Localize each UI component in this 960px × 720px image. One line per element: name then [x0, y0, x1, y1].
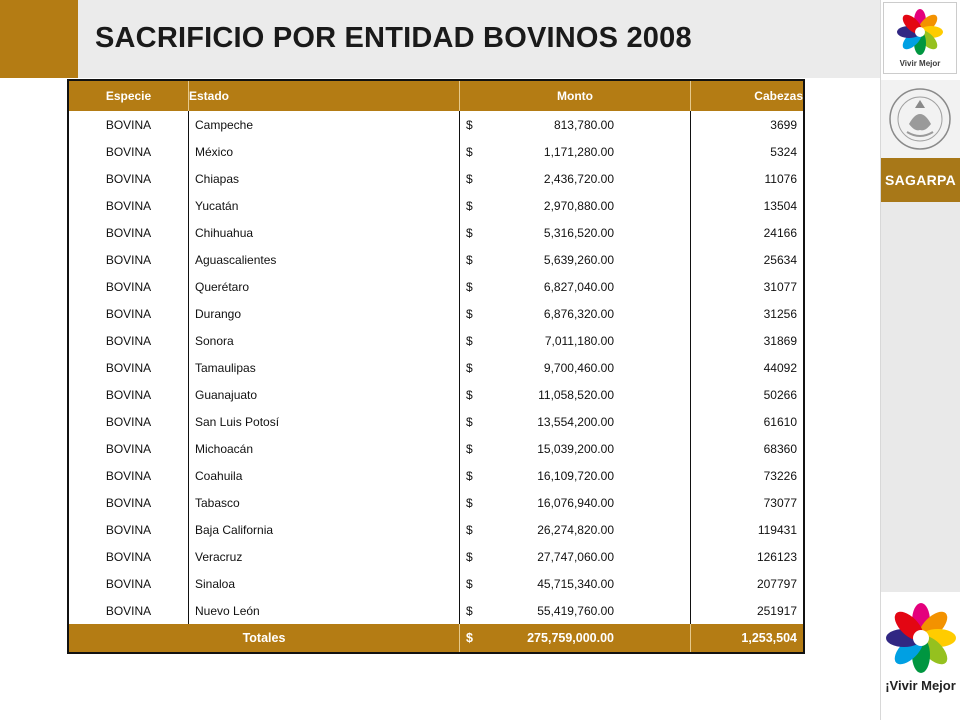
- currency-symbol: $: [466, 495, 473, 510]
- cell-cabezas: 251917: [691, 597, 805, 624]
- cell-cabezas: 68360: [691, 435, 805, 462]
- currency-symbol: $: [466, 387, 473, 402]
- cell-cabezas: 61610: [691, 408, 805, 435]
- cell-especie: BOVINA: [105, 333, 152, 348]
- currency-symbol: $: [466, 333, 473, 348]
- flower-logo-large-icon: [885, 600, 957, 676]
- cell-monto: [460, 111, 691, 138]
- cell-monto: [460, 435, 691, 462]
- cell-cabezas: 73077: [691, 489, 805, 516]
- cell-monto: [460, 516, 691, 543]
- cell-especie: BOVINA: [105, 549, 152, 564]
- monto-value: 45,715,340.00: [537, 576, 614, 591]
- header-accent-block: [0, 0, 78, 78]
- currency-symbol: $: [466, 414, 473, 429]
- table-row: [68, 354, 804, 381]
- column-header-monto: Monto: [460, 80, 691, 111]
- currency-symbol: $: [466, 144, 473, 159]
- table-row: [68, 462, 804, 489]
- cell-especie: BOVINA: [105, 117, 152, 132]
- cell-cabezas: 73226: [691, 462, 805, 489]
- sacrificio-table: [67, 79, 805, 654]
- table-row: [68, 273, 804, 300]
- table-row: [68, 165, 804, 192]
- monto-value: 5,639,260.00: [543, 252, 614, 267]
- monto-value: 55,419,760.00: [537, 603, 614, 618]
- currency-symbol: $: [466, 252, 473, 267]
- logo-bottom-label: ¡Vivir Mejor: [885, 678, 956, 693]
- cell-especie: BOVINA: [105, 252, 152, 267]
- cell-cabezas: 50266: [691, 381, 805, 408]
- logo-top-label: Vivir Mejor: [899, 59, 941, 68]
- cell-estado: Sinaloa: [189, 570, 460, 597]
- cell-estado: Campeche: [189, 111, 460, 138]
- cell-especie: BOVINA: [105, 414, 152, 429]
- cell-especie: BOVINA: [105, 522, 152, 537]
- cell-cabezas: 44092: [691, 354, 805, 381]
- cell-cabezas: 5324: [691, 138, 805, 165]
- cell-estado: Aguascalientes: [189, 246, 460, 273]
- monto-value: 26,274,820.00: [537, 522, 614, 537]
- currency-symbol: $: [466, 522, 473, 537]
- monto-value: 9,700,460.00: [543, 360, 614, 375]
- flower-logo-icon: [896, 7, 944, 57]
- table-row: [68, 516, 804, 543]
- cell-estado: México: [189, 138, 460, 165]
- cell-cabezas: 31869: [691, 327, 805, 354]
- table-row: [68, 300, 804, 327]
- currency-symbol: $: [466, 279, 473, 294]
- cell-estado: Yucatán: [189, 192, 460, 219]
- column-header-cabezas: Cabezas: [691, 80, 805, 111]
- cell-monto: [460, 300, 691, 327]
- monto-value: 11,058,520.00: [538, 387, 614, 402]
- cell-cabezas: 126123: [691, 543, 805, 570]
- cell-cabezas: 13504: [691, 192, 805, 219]
- monto-value: 16,109,720.00: [537, 468, 614, 483]
- cell-estado: San Luis Potosí: [189, 408, 460, 435]
- cell-cabezas: 11076: [691, 165, 805, 192]
- cell-estado: Chiapas: [189, 165, 460, 192]
- column-header-estado: Estado: [189, 80, 460, 111]
- cell-estado: Coahuila: [189, 462, 460, 489]
- sagarpa-label: SAGARPA: [881, 158, 960, 202]
- monto-value: 15,039,200.00: [537, 441, 614, 456]
- column-header-especie: Especie: [68, 80, 189, 111]
- currency-symbol: $: [466, 117, 473, 132]
- monto-value: 7,011,180.00: [544, 333, 614, 348]
- cell-estado: Michoacán: [189, 435, 460, 462]
- cell-cabezas: 3699: [691, 111, 805, 138]
- currency-symbol: $: [466, 468, 473, 483]
- cell-especie: BOVINA: [105, 576, 152, 591]
- coat-of-arms-icon: [885, 86, 955, 152]
- cell-monto: [460, 327, 691, 354]
- cell-especie: BOVINA: [105, 171, 152, 186]
- cell-cabezas: 119431: [691, 516, 805, 543]
- cell-cabezas: 31256: [691, 300, 805, 327]
- currency-symbol: $: [466, 306, 473, 321]
- cell-monto: [460, 138, 691, 165]
- currency-symbol: $: [466, 441, 473, 456]
- table-row: [68, 570, 804, 597]
- vivir-mejor-logo-bottom: [881, 592, 960, 720]
- cell-especie: BOVINA: [105, 306, 152, 321]
- totals-monto-cell: [460, 624, 691, 653]
- cell-monto: [460, 597, 691, 624]
- table-row: [68, 219, 804, 246]
- cell-monto: [460, 354, 691, 381]
- cell-especie: BOVINA: [105, 387, 152, 402]
- currency-symbol: $: [466, 171, 473, 186]
- cell-especie: BOVINA: [105, 360, 152, 375]
- cell-cabezas: 24166: [691, 219, 805, 246]
- totals-label: Totales: [68, 624, 460, 653]
- cell-cabezas: 25634: [691, 246, 805, 273]
- currency-symbol: $: [466, 603, 473, 618]
- national-seal: [881, 80, 960, 158]
- cell-estado: Baja California: [189, 516, 460, 543]
- cell-monto: [460, 381, 691, 408]
- cell-estado: Durango: [189, 300, 460, 327]
- cell-monto: [460, 543, 691, 570]
- table-row: [68, 246, 804, 273]
- cell-estado: Nuevo León: [189, 597, 460, 624]
- cell-estado: Querétaro: [189, 273, 460, 300]
- monto-value: 6,827,040.00: [543, 279, 614, 294]
- cell-estado: Veracruz: [189, 543, 460, 570]
- cell-estado: Tamaulipas: [189, 354, 460, 381]
- table-row: [68, 435, 804, 462]
- monto-value: 16,076,940.00: [537, 495, 614, 510]
- cell-monto: [460, 408, 691, 435]
- monto-value: 27,747,060.00: [537, 549, 614, 564]
- monto-value: 2,970,880.00: [543, 198, 614, 213]
- table-row: [68, 597, 804, 624]
- table-row: [68, 489, 804, 516]
- cell-monto: [460, 570, 691, 597]
- cell-monto: [460, 192, 691, 219]
- table-row: [68, 327, 804, 354]
- totals-monto: 275,759,000.00: [527, 631, 614, 645]
- table-row: [68, 138, 804, 165]
- cell-especie: BOVINA: [105, 495, 152, 510]
- cell-cabezas: 31077: [691, 273, 805, 300]
- sidebar-panel: [881, 202, 960, 592]
- cell-monto: [460, 273, 691, 300]
- cell-monto: [460, 462, 691, 489]
- cell-especie: BOVINA: [105, 225, 152, 240]
- table-row: [68, 381, 804, 408]
- vivir-mejor-logo-top: [883, 2, 957, 74]
- cell-especie: BOVINA: [105, 603, 152, 618]
- cell-monto: [460, 219, 691, 246]
- cell-especie: BOVINA: [105, 279, 152, 294]
- currency-symbol: $: [466, 360, 473, 375]
- currency-symbol: $: [466, 225, 473, 240]
- totals-row: [68, 624, 804, 653]
- table-row: [68, 111, 804, 138]
- cell-estado: Chihuahua: [189, 219, 460, 246]
- cell-monto: [460, 489, 691, 516]
- table-header-row: [68, 80, 804, 111]
- cell-monto: [460, 246, 691, 273]
- currency-symbol: $: [466, 198, 473, 213]
- table-row: [68, 543, 804, 570]
- cell-especie: BOVINA: [105, 198, 152, 213]
- totals-cabezas: 1,253,504: [691, 624, 805, 653]
- currency-symbol: $: [466, 549, 473, 564]
- monto-value: 13,554,200.00: [537, 414, 614, 429]
- page-title: SACRIFICIO POR ENTIDAD BOVINOS 2008: [95, 22, 692, 54]
- cell-especie: BOVINA: [105, 144, 152, 159]
- cell-estado: Guanajuato: [189, 381, 460, 408]
- table-row: [68, 192, 804, 219]
- cell-monto: [460, 165, 691, 192]
- cell-cabezas: 207797: [691, 570, 805, 597]
- monto-value: 5,316,520.00: [543, 225, 614, 240]
- cell-especie: BOVINA: [105, 441, 152, 456]
- cell-estado: Tabasco: [189, 489, 460, 516]
- cell-estado: Sonora: [189, 327, 460, 354]
- brand-sidebar: [880, 0, 960, 720]
- monto-value: 1,171,280.00: [543, 144, 614, 159]
- table-row: [68, 408, 804, 435]
- currency-symbol: $: [466, 631, 473, 645]
- monto-value: 6,876,320.00: [543, 306, 614, 321]
- cell-especie: BOVINA: [105, 468, 152, 483]
- monto-value: 2,436,720.00: [543, 171, 614, 186]
- monto-value: 813,780.00: [553, 117, 614, 132]
- currency-symbol: $: [466, 576, 473, 591]
